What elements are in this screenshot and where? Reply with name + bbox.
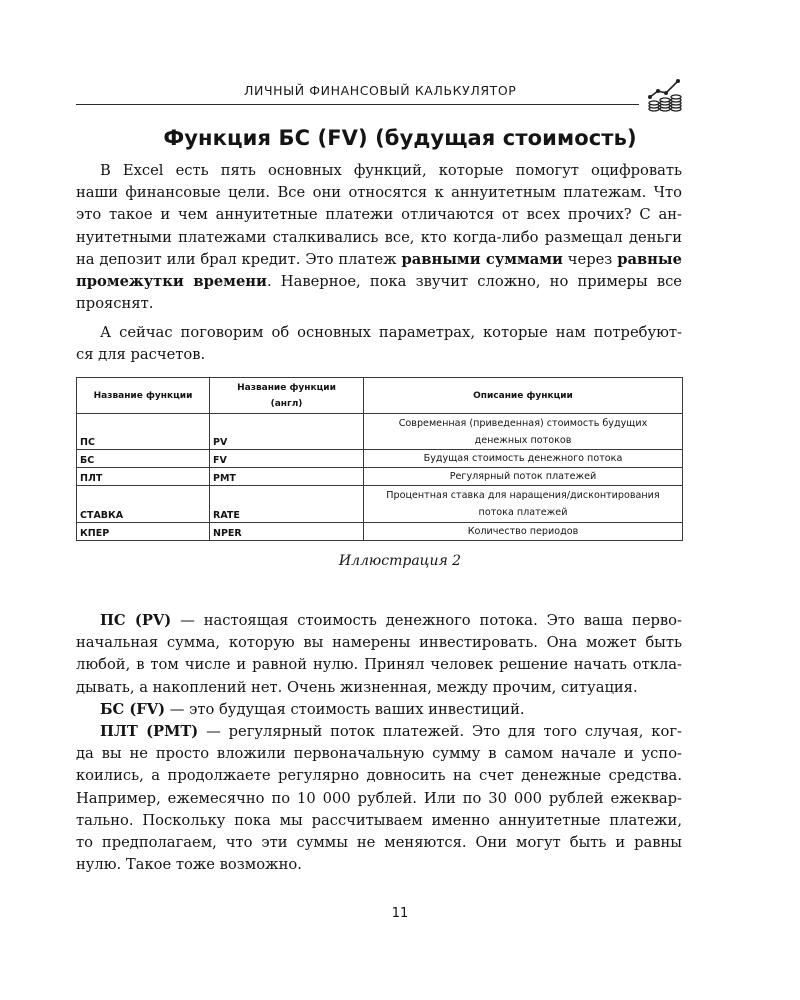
function-en-cell: RATE	[210, 486, 364, 523]
term: ПС (PV)	[100, 612, 172, 629]
text-line: коились, а продолжаете регулярно довносить на счет денежные средства.	[76, 767, 682, 785]
text-line: А сейчас поговорим об основных параметрах, которые нам потребуют-	[100, 324, 682, 341]
function-description-cell: Процентная ставка для наращения/дисконтирования потока платежей	[364, 486, 683, 523]
term: БС (FV)	[100, 700, 166, 718]
table-row	[77, 450, 683, 468]
function-en-cell: FV	[210, 450, 364, 468]
function-description-cell: Регулярный поток платежей	[364, 468, 683, 486]
text-line: тально. Поскольку пока мы рассчитываем именно аннуитетные платежи,	[76, 811, 682, 829]
table-header-cell: Название функции (англ)	[210, 378, 364, 414]
function-description-cell: Количество периодов	[364, 523, 683, 541]
table-row	[77, 414, 683, 450]
text-line: наши финансовые цели. Все они относятся к аннуитетным платежам. Что	[76, 184, 682, 202]
text-line: ПЛТ (PMT) — регулярный поток платежей. Это для того случая, ког-	[100, 722, 682, 740]
function-en-cell: PV	[210, 414, 364, 450]
functions-table	[76, 377, 683, 541]
text-line: Например, ежемесячно по 10 000 рублей. Или по 30 000 рублей ежеквар-	[76, 789, 682, 807]
table-header-row	[77, 378, 683, 414]
table-row	[77, 486, 683, 523]
function-ru-cell: ПС	[77, 414, 210, 450]
function-ru-cell: ПЛТ	[77, 468, 210, 486]
text-line: БС (FV) — это будущая стоимость ваших инвестиций.	[100, 700, 525, 718]
table-header-cell: Описание функции	[364, 378, 683, 414]
figure-caption: Иллюстрация 2	[338, 553, 462, 569]
text-line: нуитетными платежами сталкивались все, кто когда-либо размещал деньги	[76, 228, 682, 246]
text-line: дывать, а накоплений нет. Очень жизненная, между прочим, ситуация.	[76, 678, 638, 696]
text-line: на депозит или брал кредит. Это платеж равными суммами через равные	[76, 250, 682, 268]
text-line: прояснят.	[76, 295, 154, 313]
text-line: ся для расчетов.	[76, 346, 206, 364]
text-line: это такое и чем аннуитетные платежи отличаются от всех прочих? С ан-	[76, 206, 682, 224]
coins-growth-chart-icon	[647, 78, 683, 112]
text-line: нулю. Такое тоже возможно.	[76, 856, 302, 874]
emphasis: равные	[617, 250, 682, 268]
intro-paragraph	[76, 160, 682, 315]
text-line: то предполагаем, что эти суммы не меняются. Они могут быть и равны	[76, 833, 682, 851]
header-rule	[76, 104, 639, 105]
section-title: Функция БС (FV) (будущая стоимость)	[163, 126, 637, 150]
emphasis: равными суммами	[401, 250, 563, 268]
function-ru-cell: КПЕР	[77, 523, 210, 541]
function-en-cell: NPER	[210, 523, 364, 541]
text-line: начальная сумма, которую вы намерены инвестировать. Она может быть	[76, 634, 682, 652]
running-header-title: ЛИЧНЫЙ ФИНАНСОВЫЙ КАЛЬКУЛЯТОР	[244, 83, 517, 98]
function-ru-cell: СТАВКА	[77, 486, 210, 523]
table-row	[77, 468, 683, 486]
text-line: промежутки времени. Наверное, пока звучит сложно, но примеры все	[76, 272, 682, 290]
function-description-cell: Современная (приведенная) стоимость будущих денежных потоков	[364, 414, 683, 450]
definitions-paragraph	[76, 610, 682, 876]
term: ПЛТ (PMT)	[100, 722, 199, 740]
page-number: 11	[391, 906, 409, 921]
function-description-cell: Будущая стоимость денежного потока	[364, 450, 683, 468]
text-line: ПС (PV) — настоящая стоимость денежного потока. Это ваша перво-	[100, 612, 682, 629]
params-paragraph	[76, 322, 682, 366]
text-line: да вы не просто вложили первоначальную сумму в самом начале и успо-	[76, 745, 682, 763]
text-line: В Excel есть пять основных функций, которые помогут оцифровать	[100, 162, 682, 179]
function-en-cell: PMT	[210, 468, 364, 486]
function-ru-cell: БС	[77, 450, 210, 468]
table-header-cell: Название функции	[77, 378, 210, 414]
table-row	[77, 523, 683, 541]
emphasis: промежутки времени	[76, 272, 267, 290]
text-line: любой, в том числе и равной нулю. Принял человек решение начать откла-	[76, 656, 682, 674]
